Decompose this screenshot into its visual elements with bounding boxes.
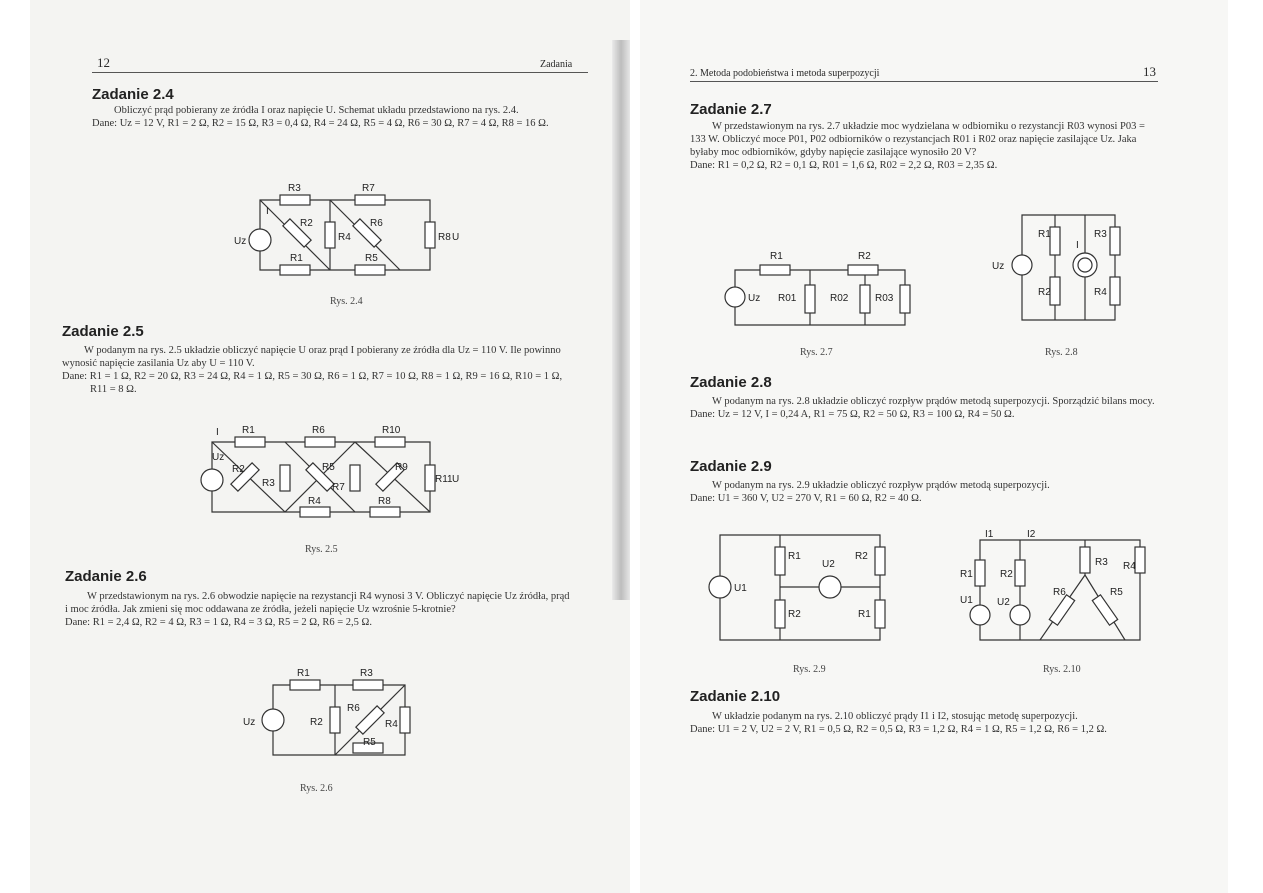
fig-label: R5 [322, 462, 335, 473]
fig-label: R3 [1094, 229, 1107, 240]
fig-label: R7 [362, 183, 375, 194]
fig-label: U1 [734, 583, 747, 594]
problem-title: Zadanie 2.10 [690, 688, 781, 705]
fig-label: R6 [1053, 587, 1066, 598]
fig-label: R2 [858, 251, 871, 262]
figure-caption: Rys. 2.6 [300, 783, 333, 794]
fig-label: Uz [234, 236, 247, 247]
problem-title: Zadanie 2.9 [690, 458, 772, 475]
fig-label: R6 [347, 703, 360, 714]
running-head: 2. Metoda podobieństwa i metoda superpozycji [690, 68, 880, 79]
fig-label: R1 [242, 425, 255, 436]
fig-label: R3 [360, 668, 373, 679]
figure-2-7 [720, 245, 920, 335]
fig-label: R3 [262, 478, 275, 489]
fig-label: U2 [997, 597, 1010, 608]
fig-label: R02 [830, 293, 849, 304]
fig-label: R4 [308, 496, 321, 507]
fig-label: R11 [435, 474, 453, 485]
problem-text: W układzie podanym na rys. 2.10 obliczyć prądy I1 i I2, stosując metodę superpozycji. Dane: U1 = 2 V, U2 = 2 V, R1 = 0,5 Ω, R2 = 0,5 Ω, R3 = 1,2 Ω, R4 = 1 Ω, R5 = 1,2 Ω, R6 = 1,2 Ω. [690, 711, 1107, 735]
problem-text: W podanym na rys. 2.8 układzie obliczyć rozpływ prądów metodą superpozycji. Sporządzić bilans mocy. Dane: Uz = 12 V, I = 0,24 A, R1 = 75 Ω, R2 = 50 Ω, R3 = 100 Ω, R4 = 50 Ω. [690, 396, 1155, 420]
fig-label: R1 [297, 668, 310, 679]
page-number: 12 [97, 55, 110, 70]
fig-label: U [452, 232, 460, 243]
fig-label: R2 [232, 464, 245, 475]
fig-label: R6 [370, 218, 383, 229]
problem-text: W przedstawionym na rys. 2.6 obwodzie napięcie na rezystancji R4 wynosi 3 V. Obliczyć napięcie Uz źródła, prąd i moc źródła. Jak zmieni się moc oddawana ze źródła, jeżeli napięcie Uz wzrośnie 5-krotnie? Dane: R1 = 2,4 Ω, R2 = 4 Ω, R3 = 1 Ω, R4 = 3 Ω, R5 = 2 Ω, R6 = 2,5 Ω. [65, 591, 570, 628]
figure-caption: Rys. 2.8 [1045, 347, 1078, 358]
figure-2-6 [235, 665, 425, 765]
fig-label: I [1076, 240, 1079, 251]
figure-caption: Rys. 2.10 [1043, 664, 1081, 675]
figure-caption: Rys. 2.5 [305, 544, 338, 555]
fig-label: I2 [1027, 529, 1036, 540]
fig-label: R10 [382, 425, 401, 436]
fig-label: R8 [378, 496, 391, 507]
figure-2-4 [230, 180, 460, 285]
fig-label: I1 [985, 529, 994, 540]
fig-label: R2 [310, 717, 323, 728]
figure-2-8 [990, 205, 1140, 325]
fig-label: R8 [438, 232, 451, 243]
fig-label: U1 [960, 595, 973, 606]
fig-label: R9 [395, 462, 408, 473]
fig-label: R3 [288, 183, 301, 194]
fig-label: R01 [778, 293, 797, 304]
fig-label: R2 [300, 218, 313, 229]
fig-label: R4 [1094, 287, 1107, 298]
problem-title: Zadanie 2.8 [690, 374, 772, 391]
fig-label: R1 [960, 569, 973, 580]
header-rule [690, 81, 1158, 82]
problem-text: W podanym na rys. 2.5 układzie obliczyć napięcie U oraz prąd I pobierany ze źródła dla Uz = 110 V. Ile powinno wynosić napięcie zasilania Uz aby U = 110 V. Dane: R1 = 1 Ω, R2 = 20 Ω, R3 = 24 Ω, R4 = 1 Ω, R5 = 30 Ω, R6 = 1 Ω, R7 = 10 Ω, R8 = 1 Ω, R9 = 16 Ω, R10 = 1 Ω, R11 = 8 Ω. [62, 345, 563, 395]
fig-label: R2 [788, 609, 801, 620]
figure-2-10 [955, 525, 1155, 650]
fig-label: R3 [1095, 557, 1108, 568]
figure-caption: Rys. 2.4 [330, 296, 363, 307]
figure-2-5 [190, 420, 460, 525]
problem-title: Zadanie 2.4 [92, 86, 174, 103]
fig-label: U2 [822, 559, 835, 570]
scan-edge [1228, 0, 1263, 893]
fig-label: R03 [875, 293, 894, 304]
fig-label: Uz [243, 717, 256, 728]
fig-label: Uz [748, 293, 761, 304]
figure-caption: Rys. 2.7 [800, 347, 833, 358]
book-spine [612, 40, 630, 600]
fig-label: R5 [365, 253, 378, 264]
fig-label: R1 [1038, 229, 1051, 240]
fig-label: R7 [332, 482, 345, 493]
figure-caption: Rys. 2.9 [793, 664, 826, 675]
running-head: Zadania [540, 59, 573, 70]
fig-label: R2 [855, 551, 868, 562]
fig-label: R5 [1110, 587, 1123, 598]
fig-label: Uz [992, 261, 1005, 272]
header-rule [92, 72, 588, 73]
fig-label: R4 [1123, 561, 1136, 572]
problem-text: Obliczyć prąd pobierany ze źródła I oraz napięcie U. Schemat układu przedstawiono na rys. 2.4. Dane: Uz = 12 V, R1 = 2 Ω, R2 = 15 Ω, R3 = 0,4 Ω, R4 = 24 Ω, R5 = 4 Ω, R6 = 30 Ω, R7 = 4 Ω, R8 = 16 Ω. [92, 105, 549, 129]
fig-label: R2 [1038, 287, 1051, 298]
problem-text: W podanym na rys. 2.9 układzie obliczyć rozpływ prądów metodą superpozycji. Dane: U1 = 360 V, U2 = 270 V, R1 = 60 Ω, R2 = 40 Ω. [690, 480, 1050, 504]
fig-label: R1 [290, 253, 303, 264]
problem-title: Zadanie 2.5 [62, 323, 144, 340]
fig-label: I [266, 206, 269, 217]
problem-title: Zadanie 2.7 [690, 101, 772, 118]
fig-label: R2 [1000, 569, 1013, 580]
fig-label: I [216, 427, 219, 438]
problem-text: W przedstawionym na rys. 2.7 układzie moc wydzielana w odbiorniku o rezystancji R03 wynosi P03 = 133 W. Obliczyć moce P01, P02 odbiorników o rezystancjach R01 i R02 oraz napięcie zasilające Uz. Jaka byłaby moc odbiorników, gdyby napięcie zasilające wynosiło 20 V? Dane: R1 = 0,2 Ω, R2 = 0,1 Ω, R01 = 1,6 Ω, R02 = 2,2 Ω, R03 = 2,35 Ω. [690, 121, 1145, 171]
page-number: 13 [1143, 64, 1156, 79]
fig-label: R6 [312, 425, 325, 436]
fig-label: U [452, 474, 460, 485]
fig-label: R1 [770, 251, 783, 262]
fig-label: Uz [212, 452, 225, 463]
problem-title: Zadanie 2.6 [65, 568, 147, 585]
fig-label: R4 [385, 719, 398, 730]
fig-label: R1 [858, 609, 871, 620]
fig-label: R4 [338, 232, 351, 243]
figure-2-9 [700, 525, 900, 650]
fig-label: R1 [788, 551, 801, 562]
fig-label: R5 [363, 737, 376, 748]
